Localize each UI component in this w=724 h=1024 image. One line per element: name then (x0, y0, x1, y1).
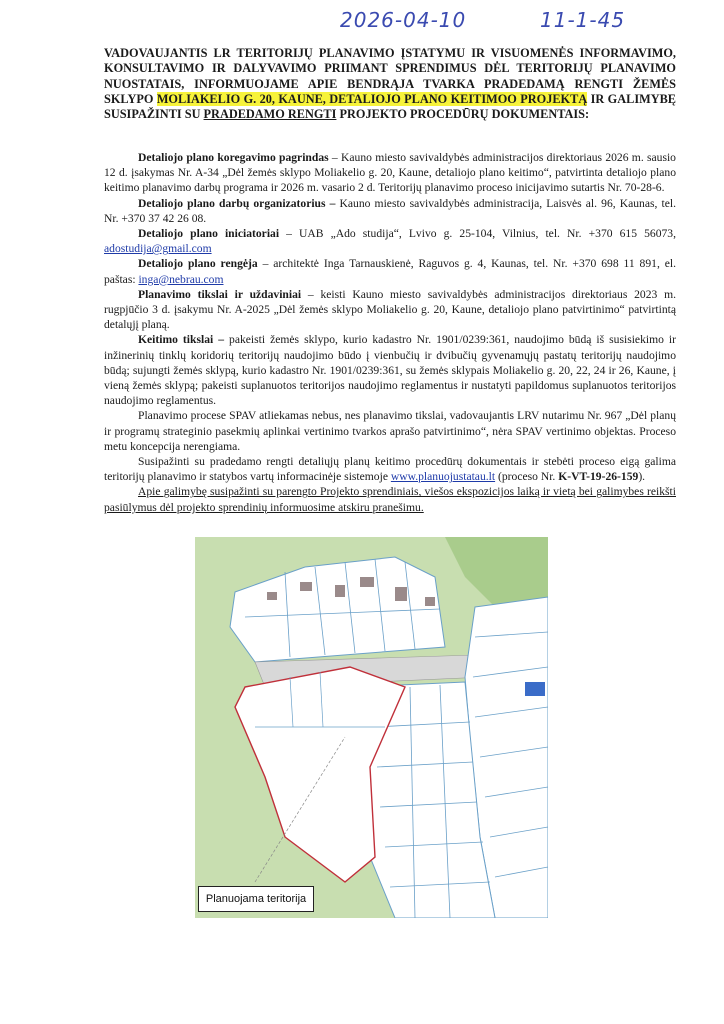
text-susipazinti-3: ). (638, 470, 646, 484)
notice-body (104, 150, 676, 515)
heading-part1: VADOVAUJANTIS LR TERITORIJŲ PLANAVIMO ĮSTATYMU IR VISUOMENĖS INFORMAVIMO, KONSULTAVIMO IR DALYVAVIMO PRIIMANT SPRENDIMUS DĖL TERITORIJŲ PLANAVIMO NUOSTATAIS, INFORMUOJAME APIE BENDRĄJA TVARKA PRADEDAMĄ RENGTI ŽEMĖS SKLYPO (104, 46, 676, 106)
site-plan-drawing (195, 537, 548, 918)
text-iniciatoriai: – UAB „Ado studija“, Lvivo g. 25-104, Vilnius, tel. Nr. +370 615 56073, (279, 227, 676, 241)
paragraph-susipazinti (104, 454, 676, 484)
heading-highlight: MOLIAKELIO G. 20, KAUNE, DETALIOJO PLANO KEITIMOO PROJEKTĄ (156, 91, 588, 106)
heading-underlined: PRADEDAMO RENGTI (203, 107, 337, 122)
paragraph-rengeja (104, 256, 676, 286)
rengeja-email-link[interactable]: inga@nebrau.com (138, 272, 224, 286)
text-susipazinti-1: Susipažinti su pradedamo rengti detaliųjų planų keitimo procedūrų dokumentais ir stebėti proceso eigą galima teritorijų planavimo ir statybos vartų informacinėje sistemoje (104, 455, 676, 484)
paragraph-spav: Planavimo procese SPAV atliekamas nebus, nes planavimo tikslai, vadovaujantis LRV nutarimu Nr. 967 „Dėl planų ir programų strateginio pasekmių aplinkai vertinimo tvarkos aprašo patvirtinimo“, nėra SPAV vertinimo objektas. Proceso metu koncepcija nerengiama. (104, 409, 676, 453)
handwritten-date: 2026-04-10 (340, 8, 467, 32)
label-tikslai: Planavimo tikslai ir uždaviniai (138, 287, 302, 301)
paragraph-iniciatoriai (104, 226, 676, 256)
label-rengeja: Detaliojo plano rengėja (138, 257, 258, 271)
paragraph-keitimo (104, 332, 676, 408)
paragraph-tikslai (104, 287, 676, 333)
text-susipazinti-2: (proceso Nr. (495, 470, 559, 484)
map-legend-label: Planuojama teritorija (198, 886, 314, 912)
heading-part2: IR GALIMYBĘ SUSIPAŽINTI SU (104, 91, 676, 122)
label-keitimo: Keitimo tikslai – (138, 333, 225, 347)
text-organizatorius: Kauno miesto savivaldybės administracija, Laisvės al. 96, Kaunas, tel. Nr. +370 37 42 26 08. (104, 196, 677, 225)
map-pool (525, 682, 545, 696)
label-iniciatoriai: Detaliojo plano iniciatoriai (138, 227, 280, 241)
paragraph-pagrindas (104, 150, 676, 196)
text-rengeja: – architektė Inga Tarnauskienė, Raguvos g. 4, Kaunas, tel. Nr. +370 698 11 891, el. paštas: (104, 257, 676, 286)
handwritten-code: 11-1-45 (540, 8, 626, 32)
text-pagrindas: – Kauno miesto savivaldybės administracijos direktoriaus 2026 m. sausio 12 d. įsakymas Nr. A-34 „Dėl žemės sklypo Moliakelio g. 20, Kaune, detaliojo plano keitimo“, patvirtinta detaliojo plano keitimo planavimo darbų programa ir 2026 m. vasario 2 d. Teritorijų planavimo proceso inicijavimo sutartis Nr. 70-28-6. (104, 151, 676, 195)
label-pagrindas: Detaliojo plano koregavimo pagrindas (138, 151, 329, 164)
notice-heading (104, 46, 676, 122)
iniciatoriai-email-link[interactable]: adostudija@gmail.com (104, 242, 212, 256)
text-tikslai: – keisti Kauno miesto savivaldybės administracijos direktoriaus 2023 m. rugpjūčio 3 d. įsakymu Nr. A-2025 „Dėl žemės sklypo Moliakelio g. 20, Kaune, detaliojo plano patvirtinimo“ patvirtintą detalųjį planą. (104, 287, 677, 332)
label-organizatorius: Detaliojo plano darbų organizatorius – (138, 196, 336, 210)
site-plan-map (195, 537, 548, 918)
paragraph-final: Apie galimybę susipažinti su parengto Projekto sprendiniais, viešos ekspozicijos laiką ir vietą bei galimybes reikšti pasiūlymus dėl projekto sprendinių informuosime atskiru pranešimu. (104, 485, 676, 514)
paragraph-organizatorius (104, 196, 676, 226)
planuojustatau-link[interactable]: www.planuojustatau.lt (390, 470, 496, 484)
text-keitimo: pakeisti žemės sklypo, kurio kadastro Nr. 1901/0239:361, naudojimo būdą iš susisiekimo ir inžinerinių tinklų koridorių teritorijų naudojimo būdo į vienbučių ir dvibučių gyvenamųjų pastatų teritorijų naudojimo būdą; sujungti žemės sklypą, kurio kadastro Nr. 1901/0239:361, su žemės sklypais Moliakelio g. 20, 22, 24 ir 26, Kaune, į vieną žemės sklypą; pakeisti suplanuotos teritorijos naudojimo reglamentus ir nustatyti papildomus suplanuotos teritorijos naudojimo reglamentus. (104, 333, 676, 408)
heading-part3: PROJEKTO PROCEDŪRŲ DOKUMENTAIS: (336, 107, 590, 122)
process-number: K-VT-19-26-159 (558, 470, 639, 484)
